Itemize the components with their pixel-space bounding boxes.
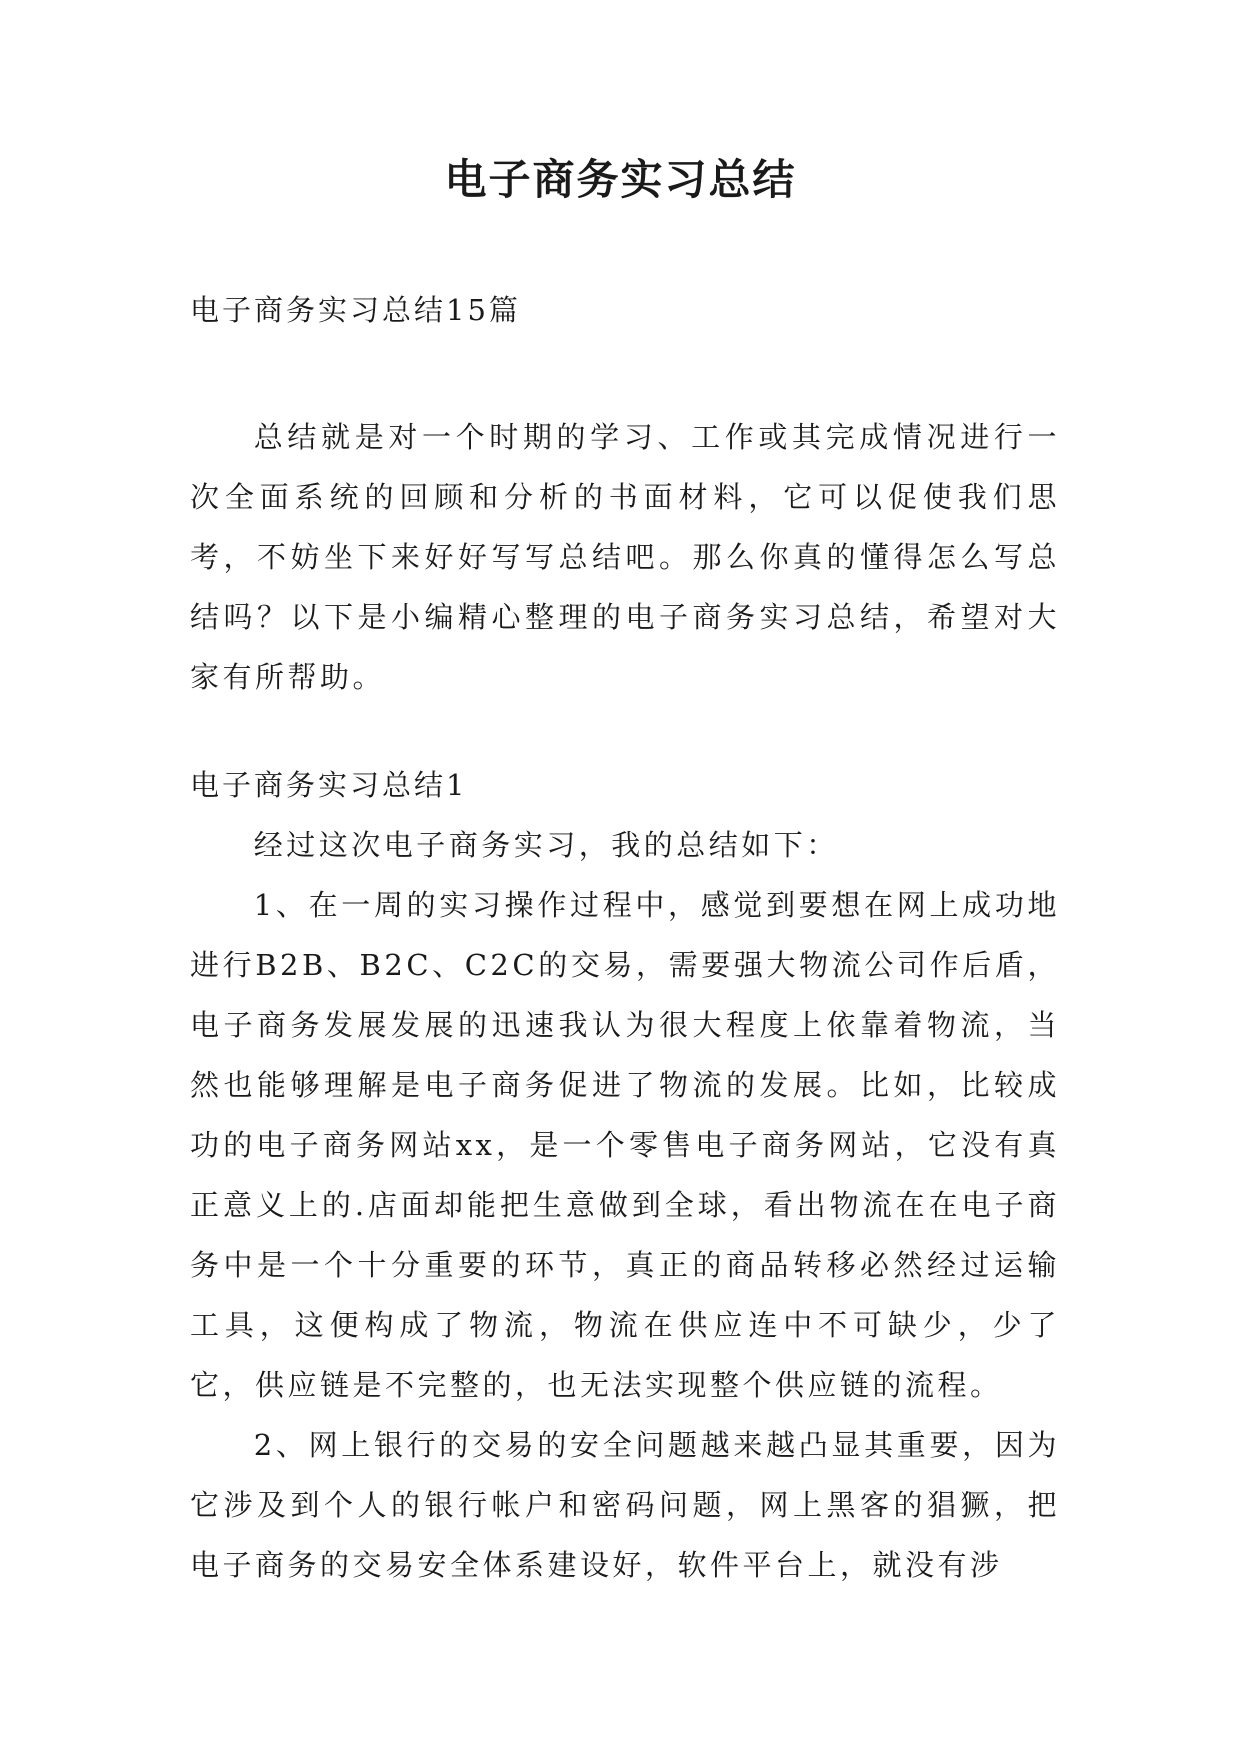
body-paragraph-point-1: 1、在一周的实习操作过程中，感觉到要想在网上成功地进行B2B、B2C、C2C的交易，需要强大物流公司作后盾，电子商务发展发展的迅速我认为很大程度上依靠着物流，当然也能够理解是电子商务促进了物流的发展。比如，比较成功的电子商务网站xx，是一个零售电子商务网站，它没有真正意义上的.店面却能把生意做到全球，看出物流在在电子商务中是一个十分重要的环节，真正的商品转移必然经过运输工具，这便构成了物流，物流在供应连中不可缺少，少了它，供应链是不完整的，也无法实现整个供应链的流程。 <box>190 888 1060 1402</box>
document-subtitle: 电子商务实习总结15篇 <box>190 293 521 327</box>
intro-paragraph: 总结就是对一个时期的学习、工作或其完成情况进行一次全面系统的回顾和分析的书面材料，它可以促使我们思考，不妨坐下来好好写写总结吧。那么你真的懂得怎么写总结吗？以下是小编精心整理的电子商务实习总结，希望对大家有所帮助。 <box>190 420 1060 694</box>
body-paragraph-point-2: 2、网上银行的交易的安全问题越来越凸显其重要，因为它涉及到个人的银行帐户和密码问题，网上黑客的猖獗，把电子商务的交易安全体系建设好，软件平台上，就没有涉 <box>190 1428 1060 1582</box>
document-title: 电子商务实习总结 <box>444 155 797 204</box>
section-body <box>190 815 1060 1595</box>
body-paragraph-opening: 经过这次电子商务实习，我的总结如下： <box>253 828 839 862</box>
section-heading: 电子商务实习总结1 <box>190 768 468 802</box>
